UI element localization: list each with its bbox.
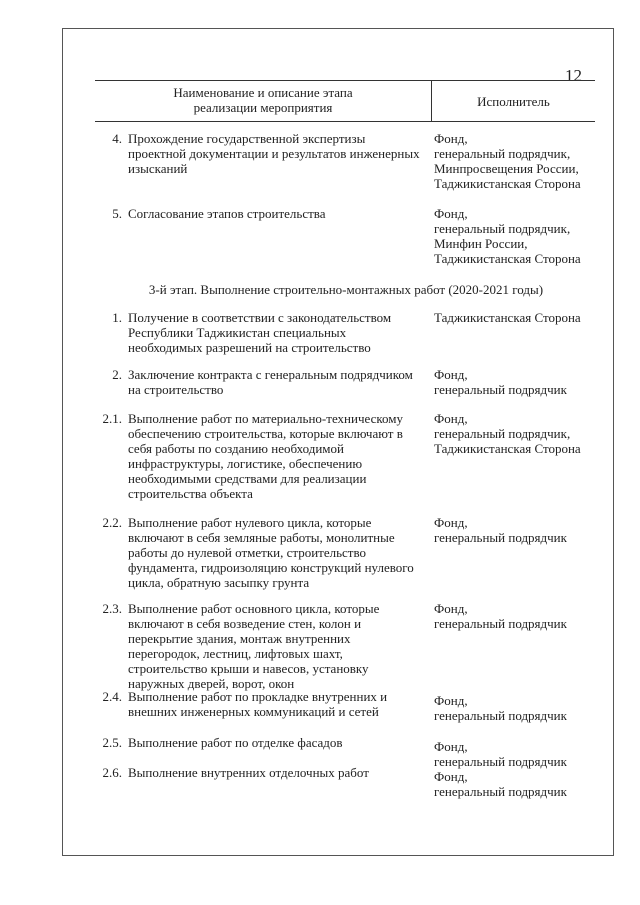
row-executor: Фонд, генеральный подрядчик — [434, 769, 567, 799]
row-executor: Фонд, генеральный подрядчик — [434, 515, 567, 545]
row-executor: Фонд, генеральный подрядчик — [434, 739, 567, 769]
page-number: 12 — [565, 66, 582, 85]
row-description: Получение в соответствии с законодательством Республики Таджикистан специальных необходимых разрешений на строительство — [128, 310, 392, 355]
row-description: Выполнение внутренних отделочных работ — [128, 765, 369, 780]
row-description: Заключение контракта с генеральным подрядчиком на строительство — [128, 367, 413, 397]
row-description: Согласование этапов строительства — [128, 206, 326, 221]
table-header — [95, 80, 595, 122]
row-description: Выполнение работ по материально-техническому обеспечению строительства, которые включают в себя работы по созданию необходимой инфраструктуры, логистике, обеспечению необходимыми средствами для реализации строительства объекта — [128, 411, 403, 501]
header-name-label: Наименование и описание этапа реализации мероприятия — [173, 85, 353, 115]
row-description: Выполнение работ основного цикла, которые включают в себя возведение стен, колон и перекрытие здания, монтаж внутренних перегородок, лестниц, лифтовых шахт, строительство крыши и навесов, установку наружных дверей, ворот, окон — [128, 601, 380, 691]
row-number: 1. — [112, 310, 122, 325]
stage-title: 3-й этап. Выполнение строительно-монтажных работ (2020-2021 годы) — [148, 282, 544, 297]
row-number: 2.4. — [102, 689, 122, 704]
row-number: 4. — [112, 131, 122, 146]
header-executor-column — [432, 81, 595, 121]
row-number: 2. — [112, 367, 122, 382]
row-executor: Фонд, генеральный подрядчик — [434, 601, 567, 631]
row-number: 2.1. — [102, 411, 122, 426]
row-description: Выполнение работ нулевого цикла, которые включают в себя земляные работы, монолитные работы до нулевой отметки, строительство фундамента, гидроизоляцию конструкций нулевого цикла, обратную засыпку грунта — [128, 515, 414, 590]
row-description: Выполнение работ по отделке фасадов — [128, 735, 343, 750]
row-executor: Фонд, генеральный подрядчик, Минпросвещения России, Таджикистанская Сторона — [434, 131, 581, 191]
row-number: 2.6. — [102, 765, 122, 780]
header-executor-label: Исполнитель — [477, 94, 550, 109]
row-executor: Фонд, генеральный подрядчик — [434, 693, 567, 723]
row-description: Прохождение государственной экспертизы проектной документации и результатов инженерных изысканий — [128, 131, 420, 176]
row-executor: Фонд, генеральный подрядчик, Таджикистанская Сторона — [434, 411, 581, 456]
header-name-column — [95, 81, 432, 121]
row-executor: Фонд, генеральный подрядчик, Минфин России, Таджикистанская Сторона — [434, 206, 581, 266]
row-executor: Фонд, генеральный подрядчик — [434, 367, 567, 397]
row-number: 5. — [112, 206, 122, 221]
row-description: Выполнение работ по прокладке внутренних и внешних инженерных коммуникаций и сетей — [128, 689, 388, 719]
row-executor: Таджикистанская Сторона — [434, 310, 581, 325]
row-number: 2.5. — [102, 735, 122, 750]
row-number: 2.2. — [102, 515, 122, 530]
row-number: 2.3. — [102, 601, 122, 616]
